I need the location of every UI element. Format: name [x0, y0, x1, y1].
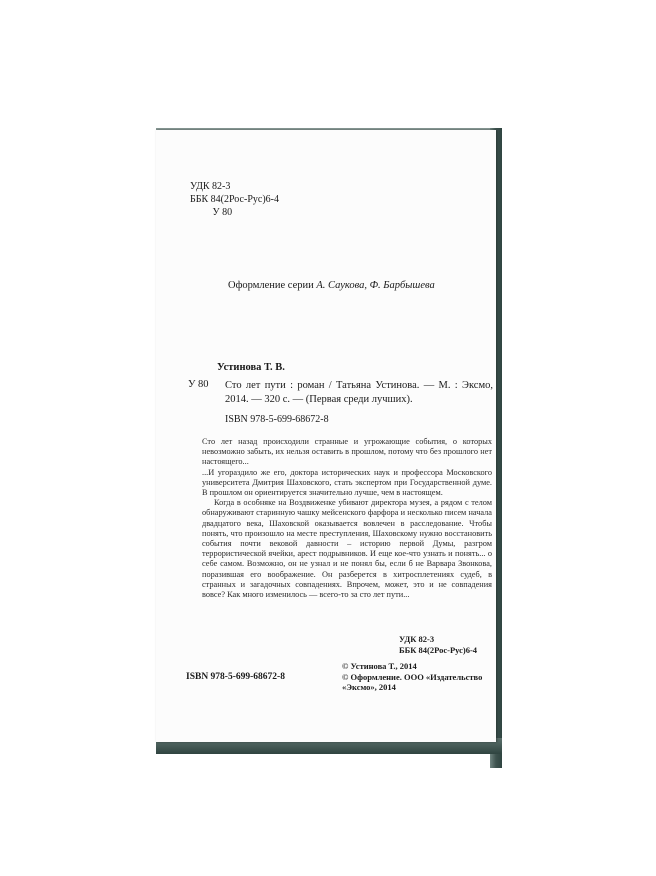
copyright-design: © Оформление. ООО «Издательство «Эксмо», 2014	[342, 671, 483, 692]
catalog-code: У 80	[188, 379, 209, 390]
catalog-author: Устинова Т. В.	[217, 362, 285, 373]
book-annotation	[202, 437, 492, 600]
series-design-prefix: Оформление серии	[228, 280, 317, 291]
copyright-author: © Устинова Т., 2014	[342, 661, 417, 671]
footer-classification-codes	[399, 634, 477, 656]
book-page	[156, 130, 496, 742]
copyright-block	[342, 661, 492, 693]
classification-codes	[190, 180, 279, 219]
udk-code: УДК 82-3	[190, 181, 231, 192]
series-design-names: А. Саукова, Ф. Барбышева	[316, 280, 435, 291]
catalog-description: Сто лет пути : роман / Татьяна Устинова. — М. : Эксмо, 2014. — 320 с. — (Первая среди лучших).	[225, 380, 493, 405]
footer-udk-code: УДК 82-3	[399, 634, 435, 644]
footer-bbk-code: ББК 84(2Рос-Рус)6-4	[399, 645, 478, 655]
annotation-paragraph: ...И угораздило же его, доктора исторических наук и профессора Московского университета Дмитрия Шаховского, стать экспертом при Государственной думе. В прошлом он ориентируется значительно лучше, чем в настоящем.	[202, 467, 492, 498]
catalog-isbn: ISBN 978-5-699-68672-8	[225, 414, 329, 425]
annotation-paragraph: Когда в особняке на Воздвиженке убивают директора музея, а рядом с телом обнаруживают старинную чашку мейсенского фарфора и несколько писем начала двадцатого века, Шаховской оказывается вовлечен в расследование. Чтобы понять, что произошло на месте преступления, Шаховскому нужно восстановить события почти вековой давности – историю первой Думы, разгром террористической ячейки, арест подрывников. И еще кое-что узнать и понять... о себе самом. Возможно, он не узнал и не понял бы, если б не Варвара Звонкова, поразившая его воображение. Он разберется в хитросплетениях судеб, в странных и загадочных совпадениях. Впрочем, может, это и не совпадения вовсе? Как много изменилось — всего-то за сто лет пути...	[202, 498, 492, 600]
annotation-paragraph: Сто лет назад происходили странные и угрожающие события, о которых невозможно забыть, их нельзя оставить в прошлом, потому что без прошлого нет настоящего...	[202, 437, 492, 467]
author-mark: У 80	[190, 207, 233, 218]
footer-isbn: ISBN 978-5-699-68672-8	[186, 672, 285, 682]
bbk-code: ББК 84(2Рос-Рус)6-4	[190, 194, 279, 205]
series-design-credit	[228, 280, 435, 291]
